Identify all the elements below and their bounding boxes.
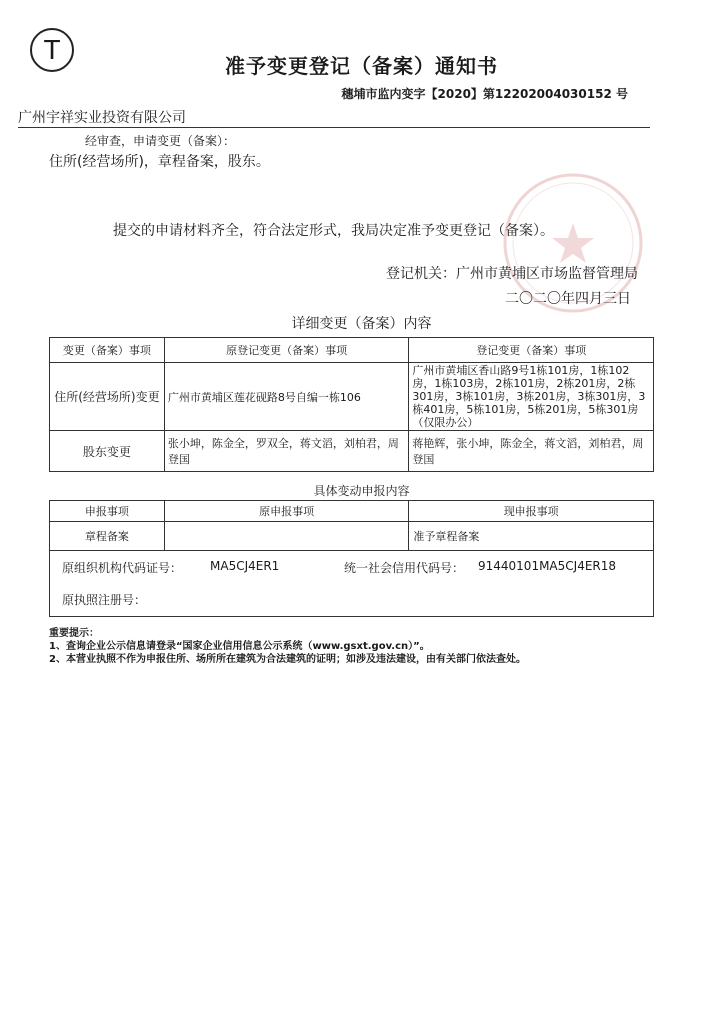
column-header: 现申报事项 <box>409 501 654 522</box>
new-value-cell: 广州市黄埔区香山路9号1栋101房，1栋102房，1栋103房，2栋101房，2栋201房，2栋301房，3栋101房，3栋201房，3栋301房，3栋401房，5栋101房，5栋201房，5栋301房（仅限办公） <box>409 363 654 431</box>
review-line: 经审查，申请变更（备案）： <box>85 134 236 148</box>
original-value-cell: 张小坤，陈金全，罗双全，蒋文滔，刘柏君，周登国 <box>164 431 409 472</box>
column-header: 登记变更（备案）事项 <box>409 338 654 363</box>
decision-statement: 提交的申请材料齐全，符合法定形式，我局决定准予变更登记（备案）。 <box>113 223 554 239</box>
column-header: 原登记变更（备案）事项 <box>164 338 409 363</box>
new-value-cell: 蒋艳辉，张小坤，陈金全，蒋文滔，刘柏君，周登国 <box>409 431 654 472</box>
change-item-cell: 住所(经营场所)变更 <box>50 363 165 431</box>
credit-code-value: 91440101MA5CJ4ER18 <box>478 559 617 573</box>
column-header: 原申报事项 <box>164 501 409 522</box>
filing-section-title: 具体变动申报内容 <box>313 484 410 498</box>
t-circle-icon: T <box>30 28 74 72</box>
note-item: 1、查询企业公示信息请登录“国家企业信用信息公示系统（www.gsxt.gov.cn）”。 <box>49 641 430 652</box>
original-filing-cell <box>164 522 409 551</box>
new-filing-cell: 准予章程备案 <box>409 522 654 551</box>
license-number-label: 原执照注册号： <box>62 593 147 607</box>
document-title: 准予变更登记（备案）通知书 <box>225 54 498 78</box>
registration-authority: 登记机关：广州市黄埔区市场监督管理局 <box>386 266 638 282</box>
table-header-row <box>50 501 654 522</box>
detail-section-title: 详细变更（备案）内容 <box>291 316 432 332</box>
table-row <box>50 363 654 431</box>
important-notes <box>49 627 526 666</box>
document-number: 穗埔市监内变字【2020】第12202004030152 号 <box>341 87 628 101</box>
table-header-row <box>50 338 654 363</box>
codes-row <box>50 551 654 617</box>
org-code-value: MA5CJ4ER1 <box>210 559 280 573</box>
codes-cell <box>50 551 654 617</box>
column-header: 申报事项 <box>50 501 165 522</box>
company-underline <box>18 127 650 128</box>
change-items-line: 住所(经营场所)，章程备案，股东。 <box>49 154 270 170</box>
change-item-cell: 股东变更 <box>50 431 165 472</box>
filing-table <box>49 500 654 617</box>
column-header: 变更（备案）事项 <box>50 338 165 363</box>
issue-date: 二〇二〇年四月三日 <box>505 291 631 307</box>
table-row <box>50 431 654 472</box>
notes-heading: 重要提示： <box>49 628 99 639</box>
note-item: 2、本营业执照不作为申报住所、场所所在建筑为合法建筑的证明；如涉及违法建设，由有关部门依法查处。 <box>49 654 526 665</box>
original-value-cell: 广州市黄埔区莲花砚路8号自编一栋106 <box>164 363 409 431</box>
credit-code-label: 统一社会信用代码号： <box>344 561 465 575</box>
detail-change-table <box>49 337 654 472</box>
company-name: 广州宇祥实业投资有限公司 <box>18 110 186 126</box>
table-row <box>50 522 654 551</box>
org-code-label: 原组织机构代码证号： <box>62 561 183 575</box>
filing-item-cell: 章程备案 <box>50 522 165 551</box>
